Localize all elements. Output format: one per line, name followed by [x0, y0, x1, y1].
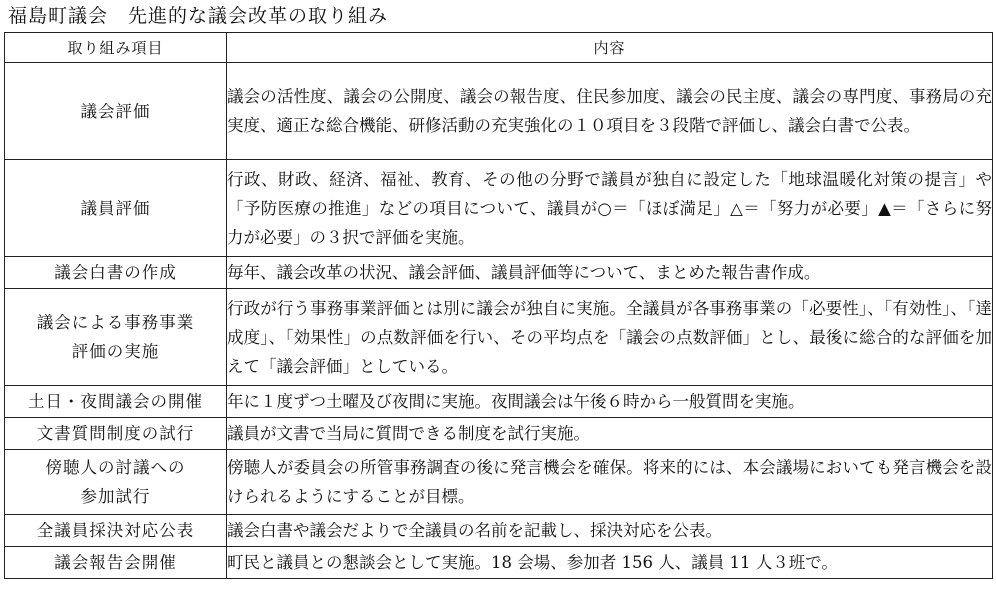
row-item — [5, 160, 227, 257]
row-item — [5, 63, 227, 160]
document-title: 福島町議会 先進的な議会改革の取り組み — [8, 5, 389, 27]
table-row — [5, 160, 993, 257]
row-item — [5, 289, 227, 386]
row-item — [5, 450, 227, 515]
row-content: 議員が文書で当局に質問できる制度を試行実施。 — [227, 418, 993, 450]
row-item-line: 土日・夜間議会の開催 — [28, 392, 203, 411]
row-content: 毎年、議会改革の状況、議会評価、議員評価等について、まとめた報告書作成。 — [227, 257, 993, 289]
table-row — [5, 63, 993, 160]
row-content: 傍聴人が委員会の所管事務調査の後に発言機会を確保。将来的には、本会議場においても発言機会を設けられるようにすることが目標。 — [227, 450, 993, 515]
row-item-line: 文書質問制度の試行 — [36, 424, 195, 443]
row-content: 議会の活性度、議会の公開度、議会の報告度、住民参加度、議会の民主度、議会の専門度、事務局の充実度、適正な総合機能、研修活動の充実強化の１０項目を３段階で評価し、議会白書で公表。 — [227, 63, 993, 160]
row-content: 行政が行う事務事業評価とは別に議会が独自に実施。全議員が各事務事業の「必要性」、「有効性」、「達成度」、「効果性」の点数評価を行い、その平均点を「議会の点数評価」とし、最後に総合的な評価を加えて「議会評価」としている。 — [227, 289, 993, 386]
row-content: 町民と議員との懇談会として実施。18 会場、参加者 156 人、議員 11 人３班で。 — [227, 547, 993, 579]
row-item — [5, 515, 227, 547]
row-item-line: 議会報告会開催 — [54, 553, 177, 572]
table-row — [5, 257, 993, 289]
row-content: 議会白書や議会だよりで全議員の名前を記載し、採決対応を公表。 — [227, 515, 993, 547]
reform-table — [4, 32, 993, 579]
row-item-line: 評価の実施 — [71, 342, 160, 361]
header-item: 取り組み項目 — [5, 33, 227, 63]
row-item-line: 傍聴人の討議への — [45, 458, 186, 477]
row-item — [5, 257, 227, 289]
row-item-line: 議会による事務事業 — [36, 313, 195, 332]
row-item-line: 全議員採決対応公表 — [36, 521, 195, 540]
row-content: 年に１度ずつ土曜及び夜間に実施。夜間議会は午後６時から一般質問を実施。 — [227, 386, 993, 418]
header-content: 内容 — [227, 33, 993, 63]
table-row — [5, 386, 993, 418]
table-row — [5, 450, 993, 515]
row-item-line: 参加試行 — [80, 487, 151, 506]
table-header-row — [5, 33, 993, 63]
row-item — [5, 386, 227, 418]
row-content: 行政、財政、経済、福祉、教育、その他の分野で議員が独自に設定した「地球温暖化対策の提言」や「予防医療の推進」などの項目について、議員が○＝「ほぼ満足」△＝「努力が必要」▲＝「さらに努力が必要」の３択で評価を実施。 — [227, 160, 993, 257]
table-row — [5, 515, 993, 547]
table-body — [5, 63, 993, 579]
row-item-line: 議会評価 — [80, 101, 151, 121]
row-item — [5, 547, 227, 579]
table-row — [5, 289, 993, 386]
table-row — [5, 547, 993, 579]
row-item-line: 議会白書の作成 — [54, 263, 177, 282]
row-item-line: 議員評価 — [80, 198, 151, 218]
table-row — [5, 418, 993, 450]
row-item — [5, 418, 227, 450]
